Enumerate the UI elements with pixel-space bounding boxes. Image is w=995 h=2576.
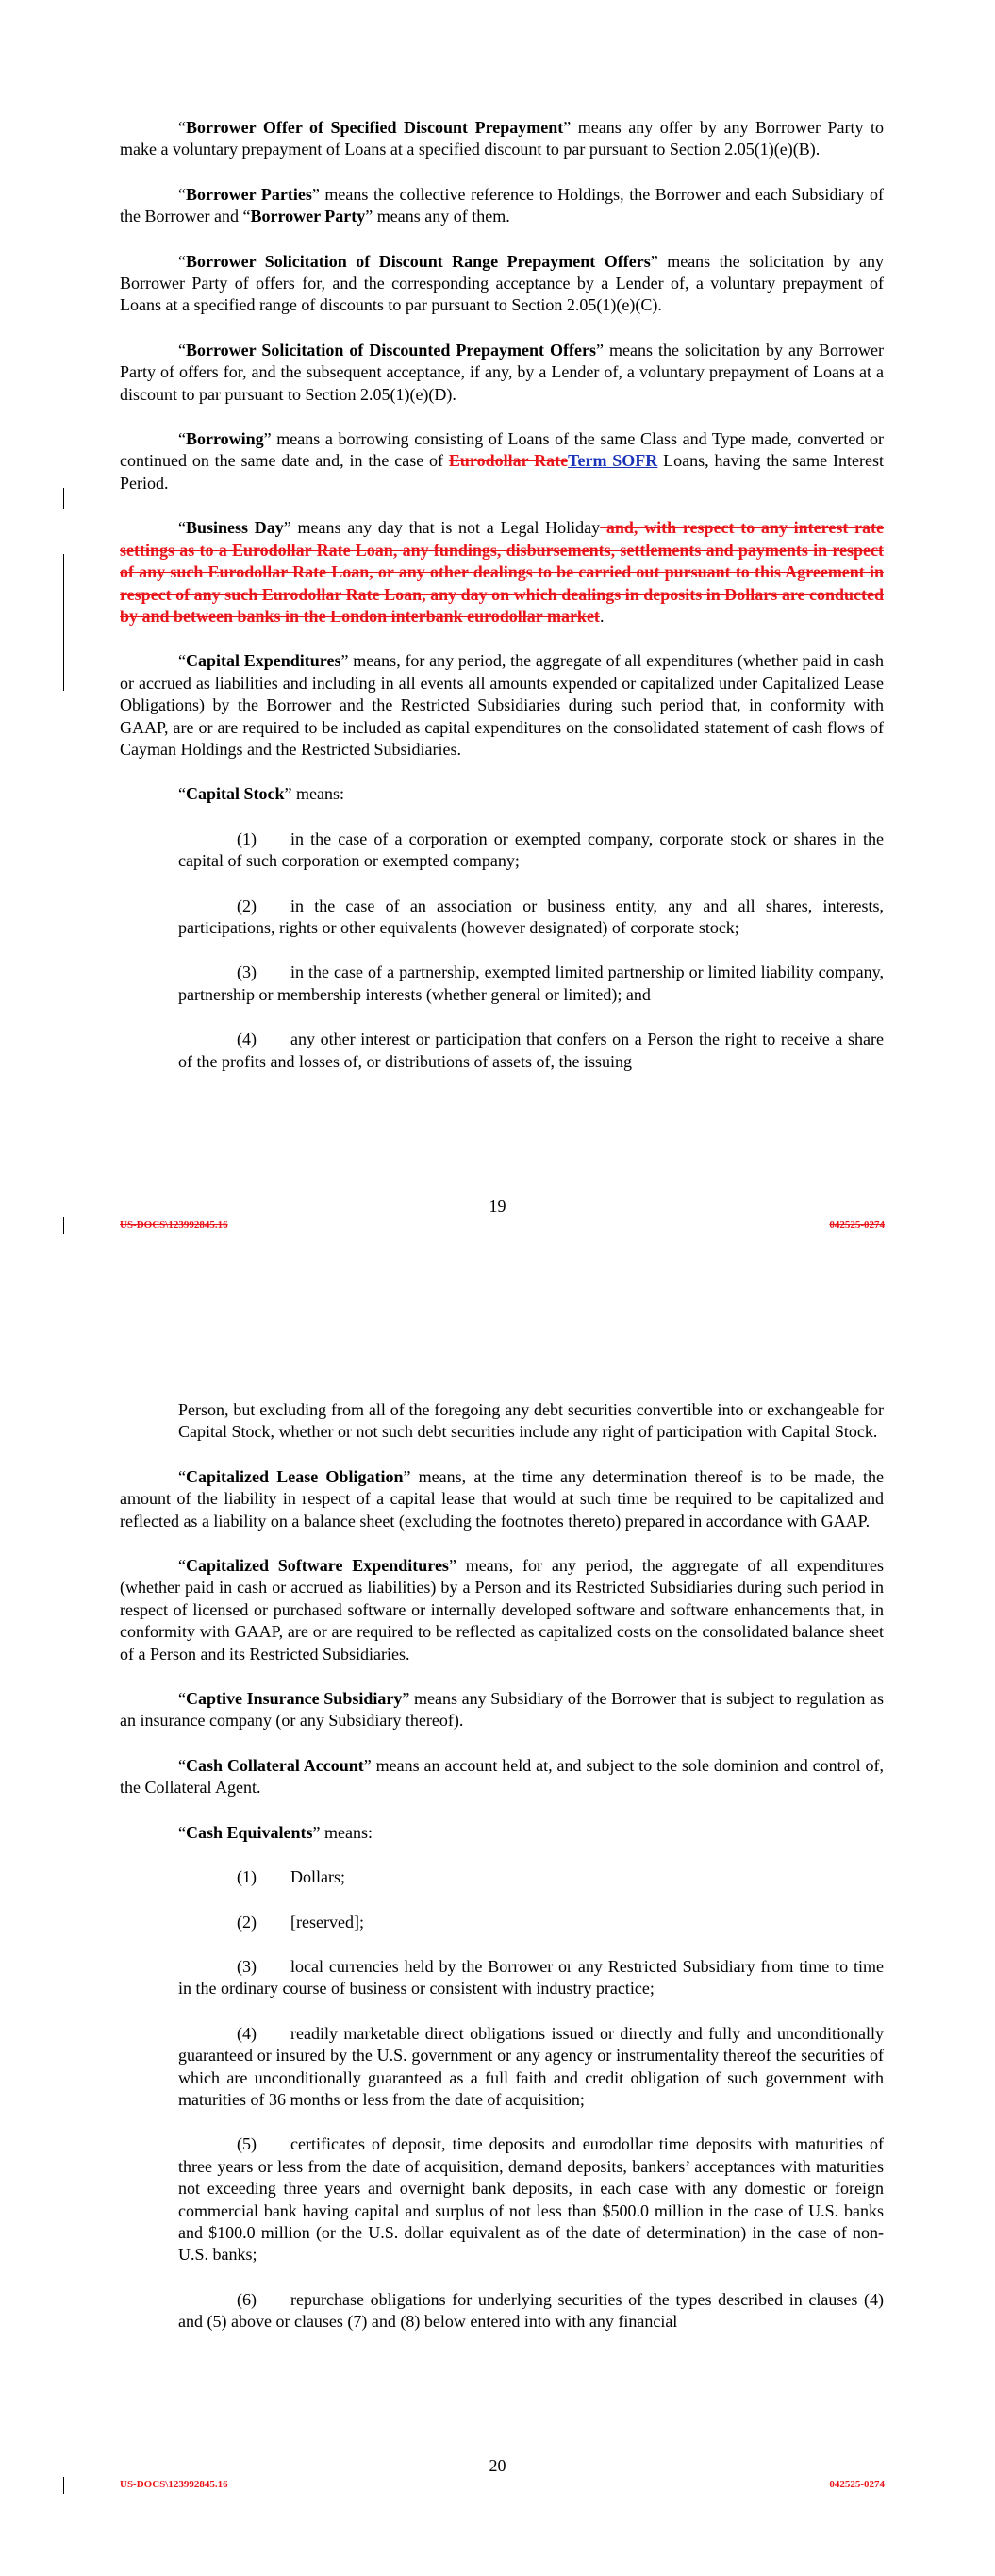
- definition-borrower-parties: “Borrower Parties” means the collective reference to Holdings, the Borrower and each Subsidiary of the Borrower and “Borrower Party” means any of them.: [120, 184, 884, 226]
- defined-term: Cash Collateral Account: [186, 1755, 364, 1775]
- list-item: (4) readily marketable direct obligations issued or directly and fully and unconditionally guaranteed or insured by the U.S. government or any agency or instrumentality thereof the securities of which are unconditionally guaranteed as a full faith and credit obligation of such government with maturities of 36 months or less from the date of acquisition;: [178, 2023, 884, 2109]
- defined-term: Business Day: [186, 518, 284, 538]
- change-bar: [63, 2477, 64, 2494]
- list-item: (2) in the case of an association or business entity, any and all shares, interests, participations, rights or other equivalents (however designated) of corporate stock;: [178, 895, 884, 937]
- list-item: (3) in the case of a partnership, exempted limited partnership or limited liability company, partnership or membership interests (whether general or limited); and: [178, 962, 884, 1004]
- footer-doc-id: US-DOCS\123992845.16: [120, 2479, 228, 2490]
- page-19-body: [120, 117, 884, 1073]
- page-number: 19: [489, 1196, 506, 1215]
- definition-borrower-offer: “Borrower Offer of Specified Discount Prepayment” means any offer by any Borrower Party to make a voluntary prepayment of Loans at a specified discount to par pursuant to Section 2.05(1)(e)(B).: [120, 118, 884, 159]
- definition-cash-collateral: “Cash Collateral Account” means an account held at, and subject to the sole dominion and control of, the Collateral Agent.: [120, 1755, 884, 1798]
- defined-term: Borrower Party: [250, 207, 366, 226]
- continuation-text: Person, but excluding from all of the foregoing any debt securities convertible into or exchangeable for Capital Stock, whether or not such debt securities include any right of participation with Capital Stock.: [178, 1400, 884, 1442]
- definition-capital-expenditures: “Capital Expenditures” means, for any period, the aggregate of all expenditures (whether paid in cash or accrued as liabilities and including in all events all amounts expended or capitalized under Capitalized Lease Obligations) by the Borrower and the Restricted Subsidiaries during such period that, in conformity with GAAP, are or are required to be included as capital expenditures on the consolidated statement of cash flows of Cayman Holdings and the Restricted Subsidiaries.: [120, 651, 884, 759]
- defined-term: Capitalized Lease Obligation: [186, 1466, 404, 1486]
- page-20-body: [120, 1399, 884, 2333]
- inserted-text: Term SOFR: [568, 451, 658, 471]
- definition-captive-insurance: “Captive Insurance Subsidiary” means any Subsidiary of the Borrower that is subject to regulation as an insurance company (or any Subsidiary thereof).: [120, 1689, 885, 1731]
- list-item: (3) local currencies held by the Borrower or any Restricted Subsidiary from time to time in the ordinary course of business or consistent with industry practice;: [178, 1956, 884, 1999]
- list-item: (6) repurchase obligations for underlying securities of the types described in clauses (4) and (5) above or clauses (7) and (8) below entered into with any financial: [178, 2289, 884, 2332]
- defined-term: Cash Equivalents: [186, 1822, 313, 1842]
- footer-doc-id: US-DOCS\123992845.16: [120, 1219, 228, 1230]
- deleted-text: and, with respect to any interest rate settings as to a Eurodollar Rate Loan, any fundings, disbursements, settlements and payments in respect of any such Eurodollar Rate Loan, or any other dealings to be carried out pursuant to this Agreement in respect of any such Eurodollar Rate Loan, any day on which dealings in deposits in Dollars are conducted by and between banks in the London interbank eurodollar market: [120, 518, 885, 626]
- list-item: (2) [reserved];: [237, 1912, 364, 1932]
- list-item: (1) in the case of a corporation or exempted company, corporate stock or shares in the capital of such corporation or exempted company;: [178, 828, 884, 871]
- list-item: (5) certificates of deposit, time deposits and eurodollar time deposits with maturities of three years or less from the date of acquisition, demand deposits, bankers’ acceptances with maturities not exceeding three years and overnight bank deposits, in each case with any domestic or foreign commercial bank having capital and surplus of not less than $500.0 million in the case of U.S. banks and $100.0 million (or the U.S. dollar equivalent as of the date of determination) in the case of non-U.S. banks;: [178, 2134, 884, 2265]
- definition-capitalized-lease: “Capitalized Lease Obligation” means, at the time any determination thereof is to be made, the amount of the liability in respect of a capital lease that would at such time be required to be capitalized and reflected as a liability on a balance sheet (excluding the footnotes thereto) prepared in accordance with GAAP.: [120, 1466, 884, 1531]
- definition-business-day: “Business Day” means any day that is not a Legal Holiday and, with respect to any interest rate settings as to a Eurodollar Rate Loan, any fundings, disbursements, settlements and payments in respect of any such Eurodollar Rate Loan, or any other dealings to be carried out pursuant to this Agreement in respect of any such Eurodollar Rate Loan, any day on which dealings in deposits in Dollars are conducted by and between banks in the London interbank eurodollar market.: [120, 518, 885, 626]
- footer-matter-id: 042525-0274: [829, 2479, 885, 2490]
- defined-term: Capital Stock: [186, 784, 285, 804]
- defined-term: Borrower Offer of Specified Discount Prepayment: [186, 118, 564, 137]
- definition-discounted-prepayment: “Borrower Solicitation of Discounted Prepayment Offers” means the solicitation by any Borrower Party of offers for, and the subsequent acceptance, if any, by a Lender of, a voluntary prepayment of Loans at a discount to par pursuant to Section 2.05(1)(e)(D).: [120, 340, 884, 404]
- definition-borrowing: “Borrowing” means a borrowing consisting of Loans of the same Class and Type made, converted or continued on the same date and, in the case of Eurodollar RateTerm SOFR Loans, having the same Interest Period.: [120, 429, 884, 493]
- defined-term: Borrower Solicitation of Discount Range Prepayment Offers: [186, 251, 651, 271]
- page-number: 20: [489, 2456, 506, 2475]
- change-bar: [63, 1217, 64, 1234]
- definition-discount-range: “Borrower Solicitation of Discount Range Prepayment Offers” means the solicitation by any Borrower Party of offers for, and the corresponding acceptance by a Lender of, a voluntary prepayment of Loans at a specified range of discounts to par pursuant to Section 2.05(1)(e)(C).: [120, 251, 885, 315]
- definition-capital-stock: “Capital Stock” means:: [178, 784, 345, 804]
- defined-term: Borrower Solicitation of Discounted Prepayment Offers: [186, 340, 596, 360]
- list-item: (4) any other interest or participation that confers on a Person the right to receive a share of the profits and losses of, or distributions of assets of, the issuing: [178, 1029, 884, 1071]
- defined-term: Borrower Parties: [186, 184, 312, 204]
- defined-term: Capitalized Software Expenditures: [186, 1556, 449, 1576]
- defined-term: Borrowing: [186, 429, 264, 449]
- page-20: [0, 1288, 995, 2576]
- change-bar: [63, 554, 64, 691]
- defined-term: Capital Expenditures: [186, 651, 341, 671]
- deleted-text: Eurodollar Rate: [448, 451, 569, 471]
- definition-capitalized-software: “Capitalized Software Expenditures” means, for any period, the aggregate of all expenditures (whether paid in cash or accrued as liabilities) by a Person and its Restricted Subsidiaries during such period in respect of licensed or purchased software or internally developed software and software enhancements that, in conformity with GAAP, are or are required to be reflected as capitalized costs on the consolidated balance sheet of a Person and its Restricted Subsidiaries.: [120, 1556, 885, 1664]
- change-bar: [63, 488, 64, 509]
- list-item: (1) Dollars;: [237, 1867, 345, 1887]
- footer-matter-id: 042525-0274: [829, 1219, 885, 1230]
- defined-term: Captive Insurance Subsidiary: [186, 1689, 403, 1709]
- definition-cash-equivalents: “Cash Equivalents” means:: [178, 1822, 373, 1842]
